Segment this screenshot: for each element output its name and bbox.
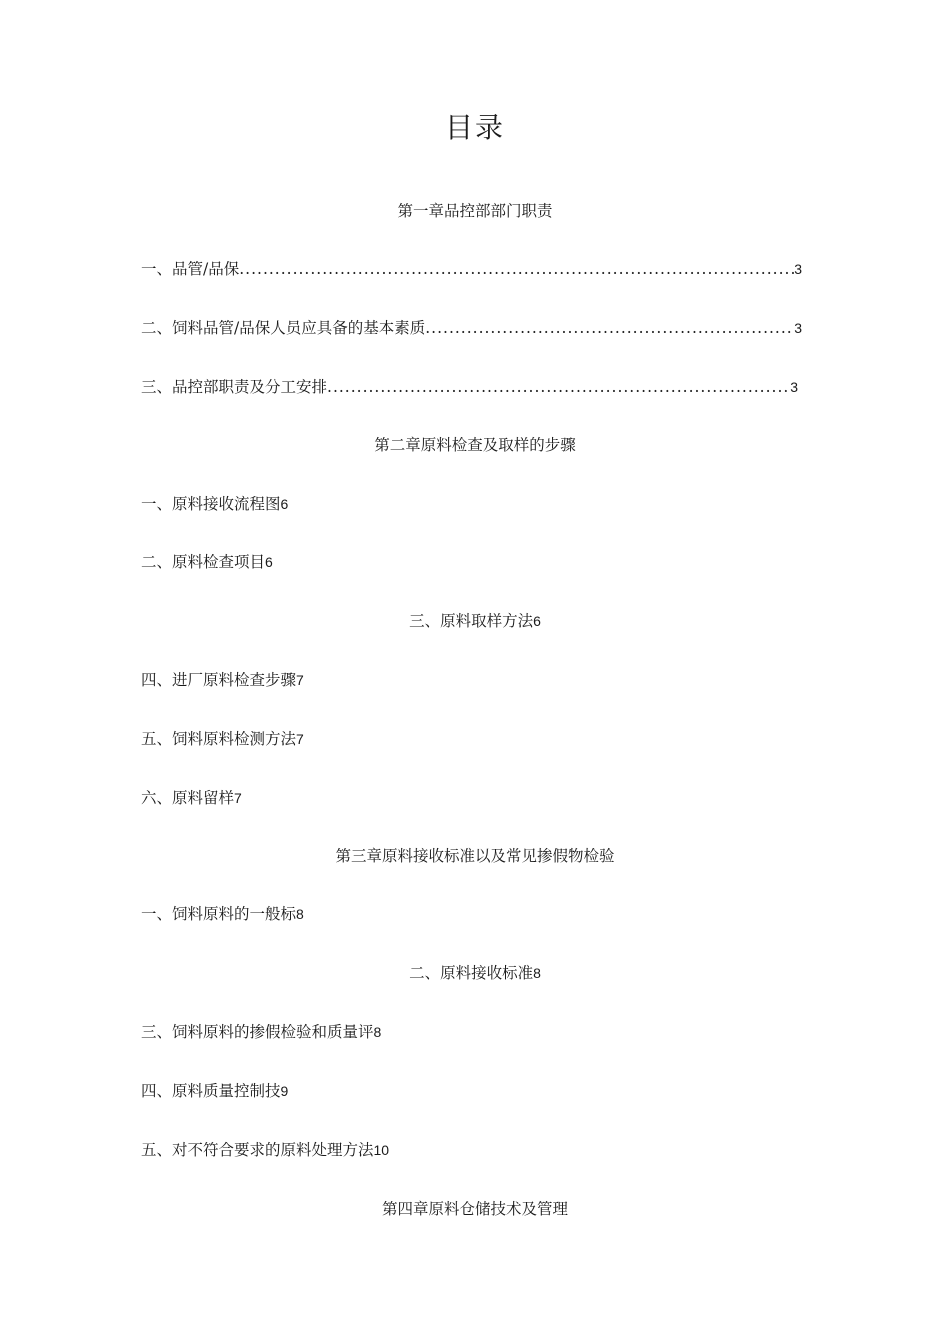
toc-page-number: 7 [234,790,242,806]
toc-chapter-2 [0,434,950,456]
toc-page-number: 8 [533,965,541,981]
toc-entry-label: 二、原料接收标准 [409,964,534,982]
toc-page-number: 6 [265,554,273,570]
toc-page-number: 8 [373,1024,382,1040]
toc-entry-1-1 [141,258,802,280]
toc-page-number: 9 [280,1083,289,1099]
toc-entry-2-1 [141,493,288,515]
toc-chapter-label: 第四章原料仓储技术及管理 [381,1200,568,1218]
toc-entry-2-2 [141,551,273,573]
toc-entry-label: 六、原料留样 [141,789,235,807]
toc-entry-2-6 [141,787,242,809]
toc-entry-label: 一、原料接收流程图 [141,495,281,513]
toc-page-number: 7 [296,672,304,688]
toc-entry-label: 二、原料检查项目 [141,553,266,571]
toc-page-number: 3 [794,320,802,336]
toc-leader-dots [327,376,790,398]
toc-chapter-label: 第三章原料接收标准以及常见掺假物检验 [335,847,615,865]
toc-chapter-label: 第二章原料检查及取样的步骤 [374,436,576,454]
toc-chapter-4 [0,1198,950,1220]
toc-entry-label: 三、原料取样方法 [409,612,534,630]
toc-entry-label: 三、饲料原料的掺假检验和质量评 [141,1023,374,1041]
toc-entry-label: 四、原料质量控制技 [141,1082,281,1100]
toc-entry-3-5 [141,1139,389,1161]
toc-page-number: 8 [296,906,304,922]
toc-page-number: 7 [296,731,304,747]
toc-entry-2-4 [141,669,304,691]
toc-entry-1-3 [141,376,798,398]
toc-page-number: 6 [280,496,289,512]
toc-chapter-3 [0,845,950,867]
toc-leader-dots [425,317,794,339]
toc-entry-3-1 [141,903,304,925]
toc-page-number: 3 [794,261,802,277]
toc-entry-1-2 [141,317,802,339]
toc-entry-3-3 [141,1021,381,1043]
toc-entry-label: 五、对不符合要求的原料处理方法 [141,1141,374,1159]
toc-entry-3-2 [0,962,950,984]
toc-entry-label: 五、饲料原料检测方法 [141,730,297,748]
toc-entry-3-4 [141,1080,288,1102]
toc-chapter-label: 第一章品控部部门职责 [397,202,553,220]
toc-entry-2-3 [0,610,950,632]
toc-title: 目录 [444,111,505,144]
toc-page-number: 6 [533,613,541,629]
toc-page-number: 10 [373,1142,390,1158]
toc-leader-dots [239,258,794,280]
toc-entry-label: 一、饲料原料的一般标 [141,905,297,923]
toc-entry-label: 三、品控部职责及分工安排 [141,378,328,396]
toc-entry-label: 一、品管/品保 [141,260,240,278]
toc-entry-2-5 [141,728,304,750]
toc-chapter-1 [0,200,950,222]
toc-page-number: 3 [790,379,798,395]
toc-entry-label: 二、饲料品管/品保人员应具备的基本素质 [141,319,426,337]
toc-entry-label: 四、进厂原料检查步骤 [141,671,297,689]
